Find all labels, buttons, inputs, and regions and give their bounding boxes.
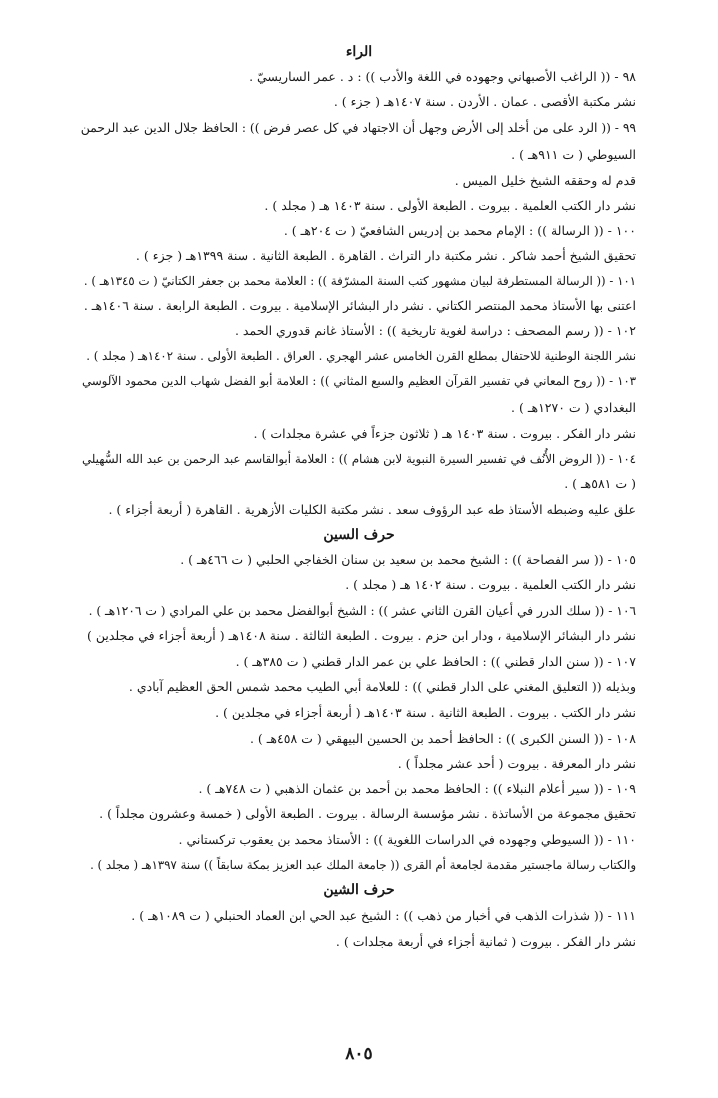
entry-105-publisher: نشر دار الكتب العلمية . بيروت . سنة ١٤٠٢ هـ ( مجلد ) . xyxy=(345,577,636,592)
entry-106-title: ١٠٦ - (( سلك الدرر في أعيان القرن الثاني عشر )) : الشيخ أبوالفضل محمد بن علي المرادي ( ت ١٢٠٦هـ ) . xyxy=(88,604,636,618)
entry-101-title: ١٠١ - (( الرسالة المستطرفة لبيان مشهور كتب السنة المشرّفة )) : العلامة محمد بن جعفر الكتانيّ ( ت ١٣٤٥هـ ) . xyxy=(83,274,636,288)
entry-110-publisher: والكتاب رسالة ماجستير مقدمة لجامعة أم القرى (( جامعة الملك عبد العزيز بمكة سابقاً )) سنة ١٣٩٧هـ ( مجلد ) . xyxy=(90,858,636,872)
entry-104-title: ١٠٤ - (( الروض الأُنُف في تفسير السيرة النبوية لابن هشام )) : العلامة أبوالقاسم عبد الرحمن بن عبد الله السُّهيلي xyxy=(82,452,636,466)
section-heading-shin: حرف الشين xyxy=(323,882,395,898)
entry-98-publisher: نشر مكتبة الأقصى . عمان . الأردن . سنة ١٤٠٧هـ ( جزء ) . xyxy=(333,94,636,109)
entry-99-title: ٩٩ - (( الرد على من أخلد إلى الأرض وجهل أن الاجتهاد في كل عصر فرض )) : الحافظ جلال الدين عبد الرحمن xyxy=(80,121,636,135)
entry-102-publisher: نشر اللجنة الوطنية للاحتفال بمطلع القرن الخامس عشر الهجري . العراق . الطبعة الأولى . سنة ١٤٠٢هـ ( مجلد ) . xyxy=(86,349,636,363)
entry-104-publisher: علق عليه وضبطه الأستاذ طه عبد الرؤوف سعد . نشر مكتبة الكليات الأزهرية . القاهرة ( أربعة أجزاء ) . xyxy=(108,502,636,517)
section-heading-ra: الراء xyxy=(345,44,373,60)
entry-110-title: ١١٠ - (( السيوطي وجهوده في الدراسات اللغوية )) : الأستاذ محمد بن يعقوب تركستاني . xyxy=(178,832,636,847)
entry-107-publisher: نشر دار الكتب . بيروت . الطبعة الثانية . سنة ١٤٠٣هـ ( أربعة أجزاء في مجلدين ) . xyxy=(215,705,636,720)
book-page xyxy=(82,0,636,1098)
entry-105-title: ١٠٥ - (( سر الفصاحة )) : الشيخ محمد بن سعيد بن سنان الخفاجي الحلبي ( ت ٤٦٦هـ ) . xyxy=(180,552,636,567)
entry-111-publisher: نشر دار الفكر . بيروت ( ثمانية أجزاء في أربعة مجلدات ) . xyxy=(335,934,636,949)
entry-107-appendix: وبذيله (( التعليق المغني على الدار قطني )) : للعلامة أبي الطيب محمد شمس الحق العظيم آبادي . xyxy=(128,679,636,694)
section-heading-sin: حرف السين xyxy=(323,527,395,543)
entry-109-publisher: تحقيق مجموعة من الأساتذة . نشر مؤسسة الرسالة . بيروت . الطبعة الأولى ( خمسة وعشرون مجلداً ) . xyxy=(99,806,636,821)
entry-100-publisher: تحقيق الشيخ أحمد شاكر . نشر مكتبة دار التراث . القاهرة . الطبعة الثانية . سنة ١٣٩٩هـ ( جزء ) . xyxy=(135,248,636,263)
entry-108-publisher: نشر دار المعرفة . بيروت ( أحد عشر مجلداً ) . xyxy=(397,756,636,771)
entry-103-title: ١٠٣ - (( روح المعاني في تفسير القرآن العظيم والسبع المثاني )) : العلامة أبو الفضل شهاب الدين محمود الآلوسي xyxy=(82,374,636,388)
entry-102-title: ١٠٢ - (( رسم المصحف : دراسة لغوية تاريخية )) : الأستاذ غانم قدوري الحمد . xyxy=(234,323,636,338)
entry-103-title-cont: البغدادي ( ت ١٢٧٠هـ ) . xyxy=(511,400,636,415)
entry-104-title-cont: ( ت ٥٨١هـ ) . xyxy=(564,476,636,491)
entry-111-title: ١١١ - (( شذرات الذهب في أخبار من ذهب )) : الشيخ عبد الحي ابن العماد الحنبلي ( ت ١٠٨٩هـ ) . xyxy=(131,908,636,923)
page-number: ٨٠٥ xyxy=(345,1044,373,1064)
entry-99-editor: قدم له وحققه الشيخ خليل الميس . xyxy=(454,173,636,188)
entry-100-title: ١٠٠ - (( الرسالة )) : الإمام محمد بن إدريس الشافعيّ ( ت ٢٠٤هـ ) . xyxy=(283,223,636,238)
entry-107-title: ١٠٧ - (( سنن الدار قطني )) : الحافظ علي بن عمر الدار قطني ( ت ٣٨٥هـ ) . xyxy=(235,654,636,669)
entry-106-publisher: نشر دار البشائر الإسلامية ، ودار ابن حزم . بيروت . الطبعة الثالثة . سنة ١٤٠٨هـ ( أربعة أجزاء في مجلدين ) xyxy=(86,628,636,643)
entry-101-publisher: اعتنى بها الأستاذ محمد المنتصر الكتاني . نشر دار البشائر الإسلامية . بيروت . الطبعة الرابعة . سنة ١٤٠٦هـ . xyxy=(83,298,636,313)
entry-109-title: ١٠٩ - (( سير أعلام النبلاء )) : الحافظ محمد بن أحمد بن عثمان الذهبي ( ت ٧٤٨هـ ) . xyxy=(198,781,636,796)
entry-99-publisher: نشر دار الكتب العلمية . بيروت . الطبعة الأولى . سنة ١٤٠٣ هـ ( مجلد ) . xyxy=(264,198,636,213)
entry-99-title-cont: السيوطي ( ت ٩١١هـ ) . xyxy=(511,147,636,162)
entry-103-publisher: نشر دار الفكر . بيروت . سنة ١٤٠٣ هـ ( ثلاثون جزءاً في عشرة مجلدات ) . xyxy=(253,426,636,441)
entry-98-title: ٩٨ - (( الراغب الأصبهاني وجهوده في اللغة والأدب )) : د . عمر الساريسيّ . xyxy=(249,69,636,84)
entry-108-title: ١٠٨ - (( السنن الكبرى )) : الحافظ أحمد بن الحسين البيهقي ( ت ٤٥٨هـ ) . xyxy=(249,731,636,746)
